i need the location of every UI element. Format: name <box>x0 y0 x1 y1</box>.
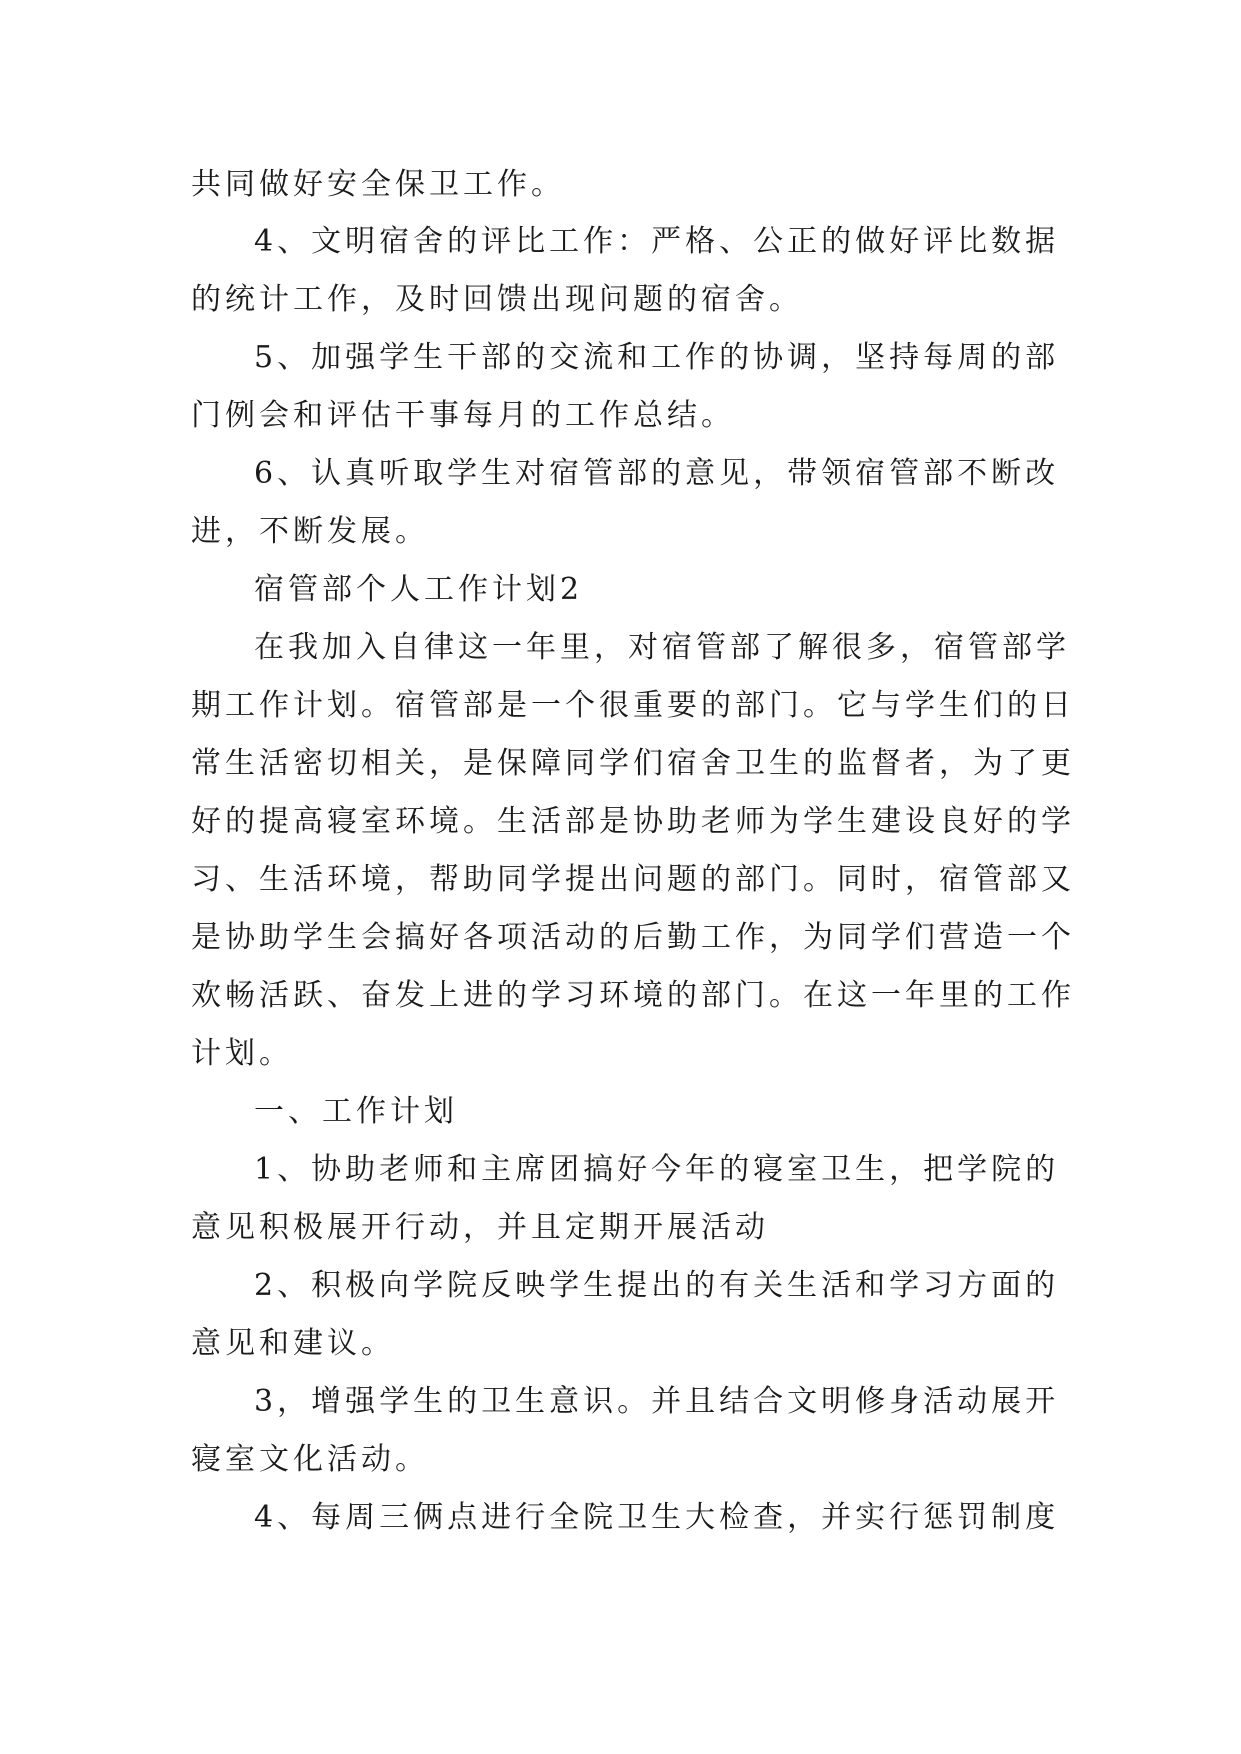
text-line: 的统计工作，及时回馈出现问题的宿舍。 <box>191 282 803 317</box>
text-line: 习、生活环境，帮助同学提出问题的部门。同时，宿管部又 <box>191 862 1075 897</box>
text-line: 门例会和评估干事每月的工作总结。 <box>191 398 735 433</box>
text-line: 意见积极展开行动，并且定期开展活动 <box>191 1210 769 1245</box>
text-line: 常生活密切相关，是保障同学们宿舍卫生的监督者，为了更 <box>191 746 1075 781</box>
text-line: 在我加入自律这一年里，对宿管部了解很多，宿管部学 <box>254 630 1070 665</box>
text-line: 共同做好安全保卫工作。 <box>191 167 565 202</box>
text-line: 欢畅活跃、奋发上进的学习环境的部门。在这一年里的工作 <box>191 978 1075 1013</box>
text-line: 意见和建议。 <box>191 1326 395 1361</box>
section-heading: 宿管部个人工作计划2 <box>254 572 584 607</box>
text-line: 1、协助老师和主席团搞好今年的寝室卫生，把学院的 <box>254 1152 1060 1187</box>
text-line: 6、认真听取学生对宿管部的意见，带领宿管部不断改 <box>254 456 1060 491</box>
text-line: 4、文明宿舍的评比工作：严格、公正的做好评比数据 <box>254 224 1060 259</box>
text-line: 寝室文化活动。 <box>191 1442 429 1477</box>
text-line: 4、每周三俩点进行全院卫生大检查，并实行惩罚制度 <box>254 1500 1060 1535</box>
text-line: 期工作计划。宿管部是一个很重要的部门。它与学生们的日 <box>191 688 1075 723</box>
section-heading: 一、工作计划 <box>254 1094 458 1129</box>
text-line: 进，不断发展。 <box>191 514 429 549</box>
text-line: 计划。 <box>191 1036 293 1071</box>
text-line: 5、加强学生干部的交流和工作的协调，坚持每周的部 <box>254 340 1060 375</box>
text-line: 好的提高寝室环境。生活部是协助老师为学生建设良好的学 <box>191 804 1075 839</box>
text-line: 是协助学生会搞好各项活动的后勤工作，为同学们营造一个 <box>191 920 1075 955</box>
text-line: 3，增强学生的卫生意识。并且结合文明修身活动展开 <box>254 1384 1060 1419</box>
text-line: 2、积极向学院反映学生提出的有关生活和学习方面的 <box>254 1268 1060 1303</box>
